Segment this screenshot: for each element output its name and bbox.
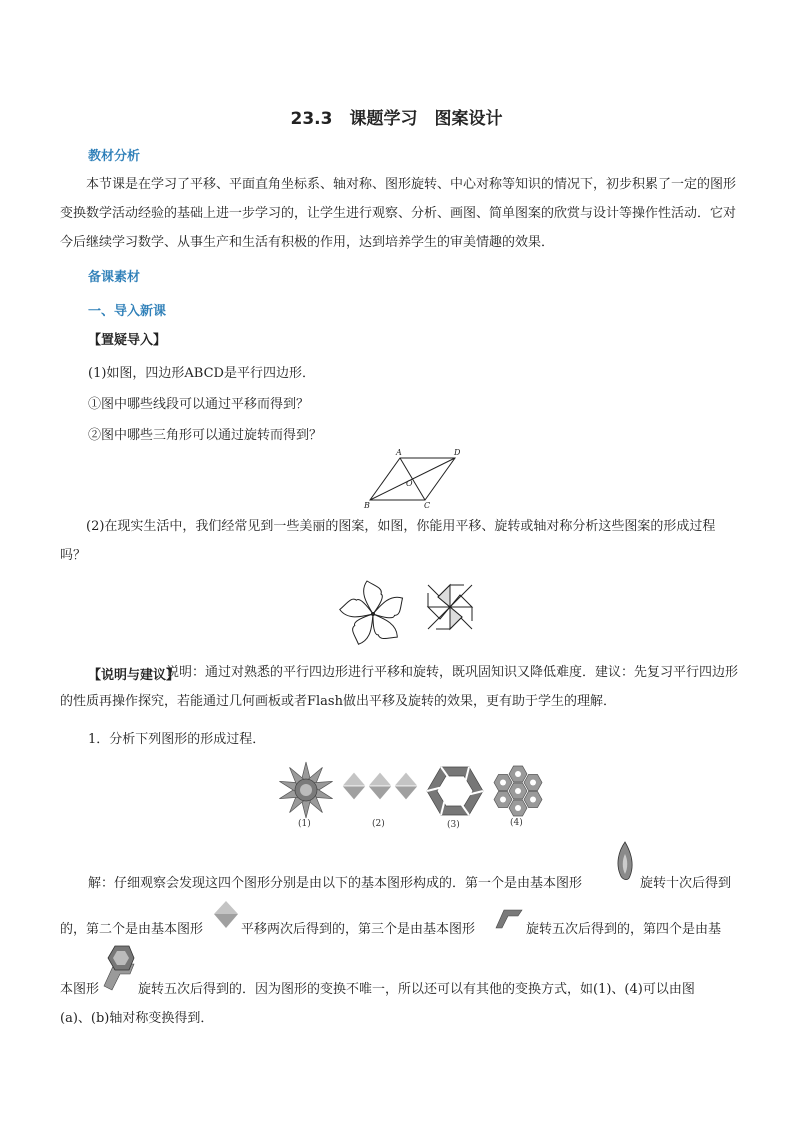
note-header: 【说明与建议】	[88, 668, 180, 683]
section-heading-materials: 备课素材	[88, 270, 141, 285]
solution-part6: 本图形	[60, 982, 100, 997]
analysis-paragraph: 本节课是在学习了平移、平面直角坐标系、轴对称、图形旋转、中心对称等知识的情况下，初步积累了一定的图形变换数学活动经验的基础上进一步学习的，让学生进行观察、分析、画图、简单图案的欣赏与设计等操作性活动．它对今后继续学习数学、从事生产和生活有积极的作用，达到培养学生的审美情趣的效果．	[60, 177, 737, 250]
solution-part1: 解：仔细观察会发现这四个图形分别是由以下的基本图形构成的．第一个是由基本图形	[88, 876, 583, 891]
pattern-4-hexagon-cluster	[488, 762, 548, 828]
caption-2: (2)	[372, 819, 385, 829]
page-title: 23.3 课题学习 图案设计	[290, 109, 503, 129]
caption-3: (3)	[447, 820, 460, 830]
basic-shape-hexagon-wedge	[100, 944, 136, 994]
section-heading-analysis: 教材分析	[88, 149, 141, 164]
flower-pattern-figure	[333, 578, 413, 650]
caption-4: (4)	[510, 818, 523, 828]
pinwheel-pattern-figure	[415, 583, 485, 631]
basic-shape-diamond	[213, 900, 239, 930]
note-paragraph: 说明：通过对熟悉的平行四边形进行平移和旋转，既巩固知识又降低难度．建议：先复习平行四边形的性质再操作探究，若能通过几何画板或者Flash做出平移及旋转的效果，更有助于学生的理解．	[60, 665, 739, 709]
question-1b: ②图中哪些三角形可以通过旋转而得到？	[88, 428, 323, 443]
label-o: O	[406, 479, 413, 488]
caption-1: (1)	[298, 819, 311, 829]
solution-part8: (a)、(b)轴对称变换得到．	[60, 1011, 214, 1026]
solution-part5: 旋转五次后得到的，第四个是由基	[526, 922, 722, 937]
pattern-2-diamonds	[342, 770, 422, 828]
solution-part4: 平移两次后得到的，第三个是由基本图形	[241, 922, 476, 937]
pattern-3-hexagon-rotation	[424, 760, 486, 828]
basic-shape-bent-bar	[494, 904, 524, 930]
label-b: B	[364, 501, 370, 510]
label-d: D	[454, 448, 461, 457]
question-2: (2)在现实生活中，我们经常见到一些美丽的图案，如图，你能用平移、旋转或轴对称分析这些图案的形成过程吗？	[60, 519, 716, 563]
label-c: C	[424, 501, 431, 510]
solution-part2: 旋转十次后得到	[640, 876, 732, 891]
question-header: 【置疑导入】	[88, 333, 167, 348]
solution-part3: 的，第二个是由基本图形	[60, 922, 204, 937]
parallelogram-figure	[360, 448, 465, 510]
solution-line-1	[88, 872, 582, 891]
question-1: (1)如图，四边形ABCD是平行四边形．	[88, 366, 315, 381]
item-1: 1．分析下列图形的形成过程．	[88, 732, 266, 747]
pattern-1-star-flower	[276, 760, 336, 828]
label-a: A	[396, 448, 402, 457]
basic-shape-flame	[614, 840, 636, 884]
solution-part7: 旋转五次后得到的．因为图形的变换不唯一，所以还可以有其他的变换方式，如(1)、(4)可以由图	[138, 982, 695, 997]
section-heading-intro: 一、导入新课	[88, 304, 167, 319]
question-1a: ①图中哪些线段可以通过平移而得到？	[88, 397, 310, 412]
